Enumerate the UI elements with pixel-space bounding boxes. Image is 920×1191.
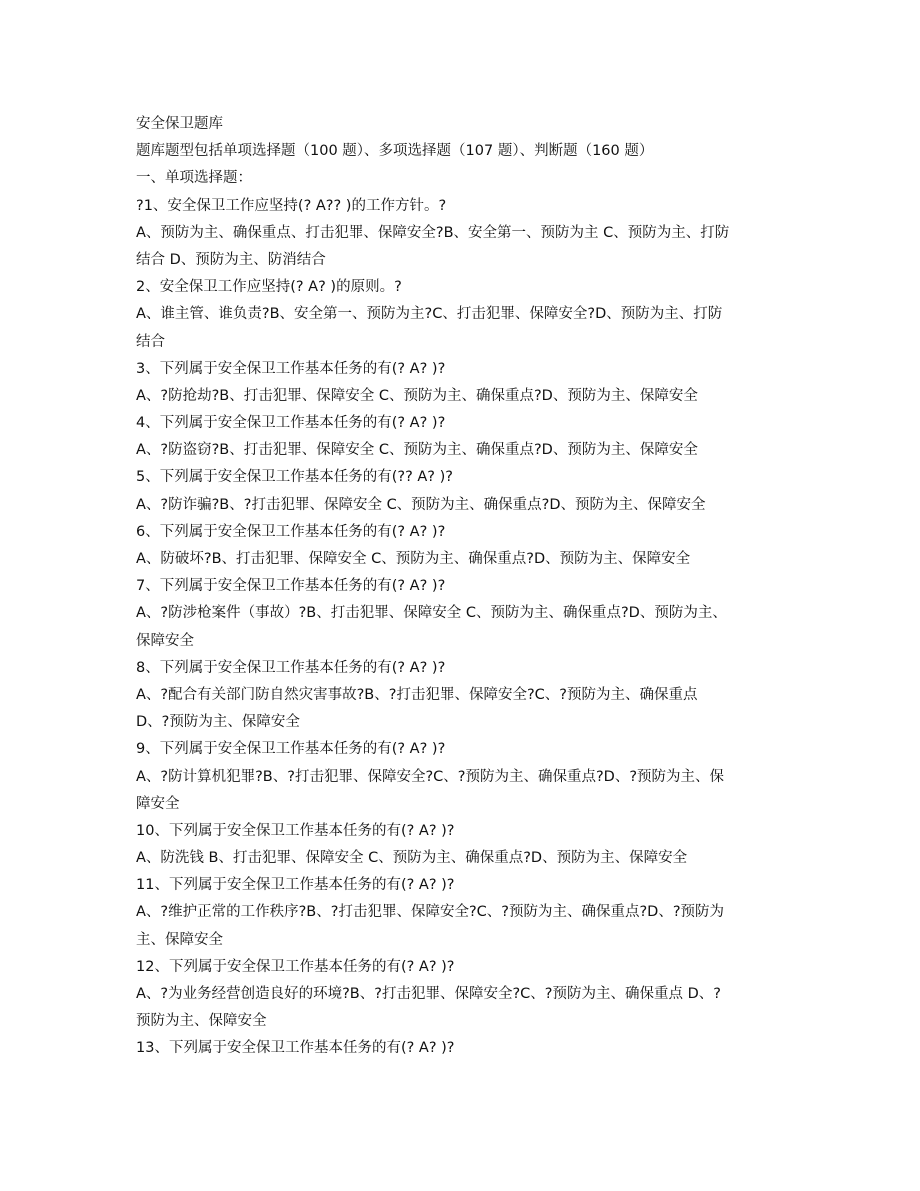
question-line: 12、下列属于安全保卫工作基本任务的有(? A? )?: [136, 958, 455, 975]
question-line: 9、下列属于安全保卫工作基本任务的有(? A? )?: [136, 741, 446, 758]
options-line: 保障安全: [136, 632, 194, 649]
question-line: 4、下列属于安全保卫工作基本任务的有(? A? )?: [136, 415, 446, 432]
question-line: 2、安全保卫工作应坚持(? A? )的原则。?: [136, 279, 402, 296]
options-line: A、?防诈骗?B、?打击犯罪、保障安全 C、预防为主、确保重点?D、预防为主、保障安全: [136, 496, 706, 513]
options-line: A、?防涉枪案件（事故）?B、打击犯罪、保障安全 C、预防为主、确保重点?D、预防为主、: [136, 605, 727, 622]
question-line: 8、下列属于安全保卫工作基本任务的有(? A? )?: [136, 659, 446, 676]
document-page: [136, 111, 788, 1063]
question-line: 7、下列属于安全保卫工作基本任务的有(? A? )?: [136, 578, 446, 595]
options-line: A、?防抢劫?B、打击犯罪、保障安全 C、预防为主、确保重点?D、预防为主、保障安全: [136, 387, 698, 404]
options-line: 预防为主、保障安全: [136, 1013, 267, 1030]
question-line: ?1、安全保卫工作应坚持(? A?? )的工作方针。?: [136, 197, 447, 214]
options-line: A、防破坏?B、打击犯罪、保障安全 C、预防为主、确保重点?D、预防为主、保障安全: [136, 551, 691, 567]
question-line: 11、下列属于安全保卫工作基本任务的有(? A? )?: [136, 877, 455, 894]
question-line: 6、下列属于安全保卫工作基本任务的有(? A? )?: [136, 523, 446, 540]
doc-title: 安全保卫题库: [136, 116, 223, 132]
options-line: A、?防盗窃?B、打击犯罪、保障安全 C、预防为主、确保重点?D、预防为主、保障安全: [136, 442, 698, 459]
options-line: A、预防为主、确保重点、打击犯罪、保障安全?B、安全第一、预防为主 C、预防为主、打防: [136, 224, 730, 241]
question-line: 10、下列属于安全保卫工作基本任务的有(? A? )?: [136, 822, 455, 839]
options-line: 结合 D、预防为主、防消结合: [136, 251, 326, 268]
question-line: 13、下列属于安全保卫工作基本任务的有(? A? )?: [136, 1040, 455, 1057]
doc-subtitle: 题库题型包括单项选择题（100 题）、多项选择题（107 题）、判断题（160 题）: [136, 143, 654, 160]
options-line: A、?维护正常的工作秩序?B、?打击犯罪、保障安全?C、?预防为主、确保重点?D、?预防为: [136, 904, 725, 921]
options-line: 障安全: [136, 795, 180, 812]
options-line: A、?防计算机犯罪?B、?打击犯罪、保障安全?C、?预防为主、确保重点?D、?预防为主、保: [136, 768, 725, 785]
options-line: A、?为业务经营创造良好的环境?B、?打击犯罪、保障安全?C、?预防为主、确保重点 D、?: [136, 986, 721, 1002]
options-line: 主、保障安全: [136, 931, 223, 948]
options-line: 结合: [136, 333, 165, 350]
options-line: D、?预防为主、保障安全: [136, 714, 300, 731]
options-line: A、?配合有关部门防自然灾害事故?B、?打击犯罪、保障安全?C、?预防为主、确保重点: [136, 686, 698, 703]
question-line: 5、下列属于安全保卫工作基本任务的有(?? A? )?: [136, 469, 453, 486]
section-heading: 一、单项选择题：: [136, 170, 252, 187]
options-line: A、谁主管、谁负责?B、安全第一、预防为主?C、打击犯罪、保障安全?D、预防为主、打防: [136, 306, 723, 323]
question-line: 3、下列属于安全保卫工作基本任务的有(? A? )?: [136, 360, 446, 377]
options-line: A、防洗钱 B、打击犯罪、保障安全 C、预防为主、确保重点?D、预防为主、保障安全: [136, 850, 688, 867]
